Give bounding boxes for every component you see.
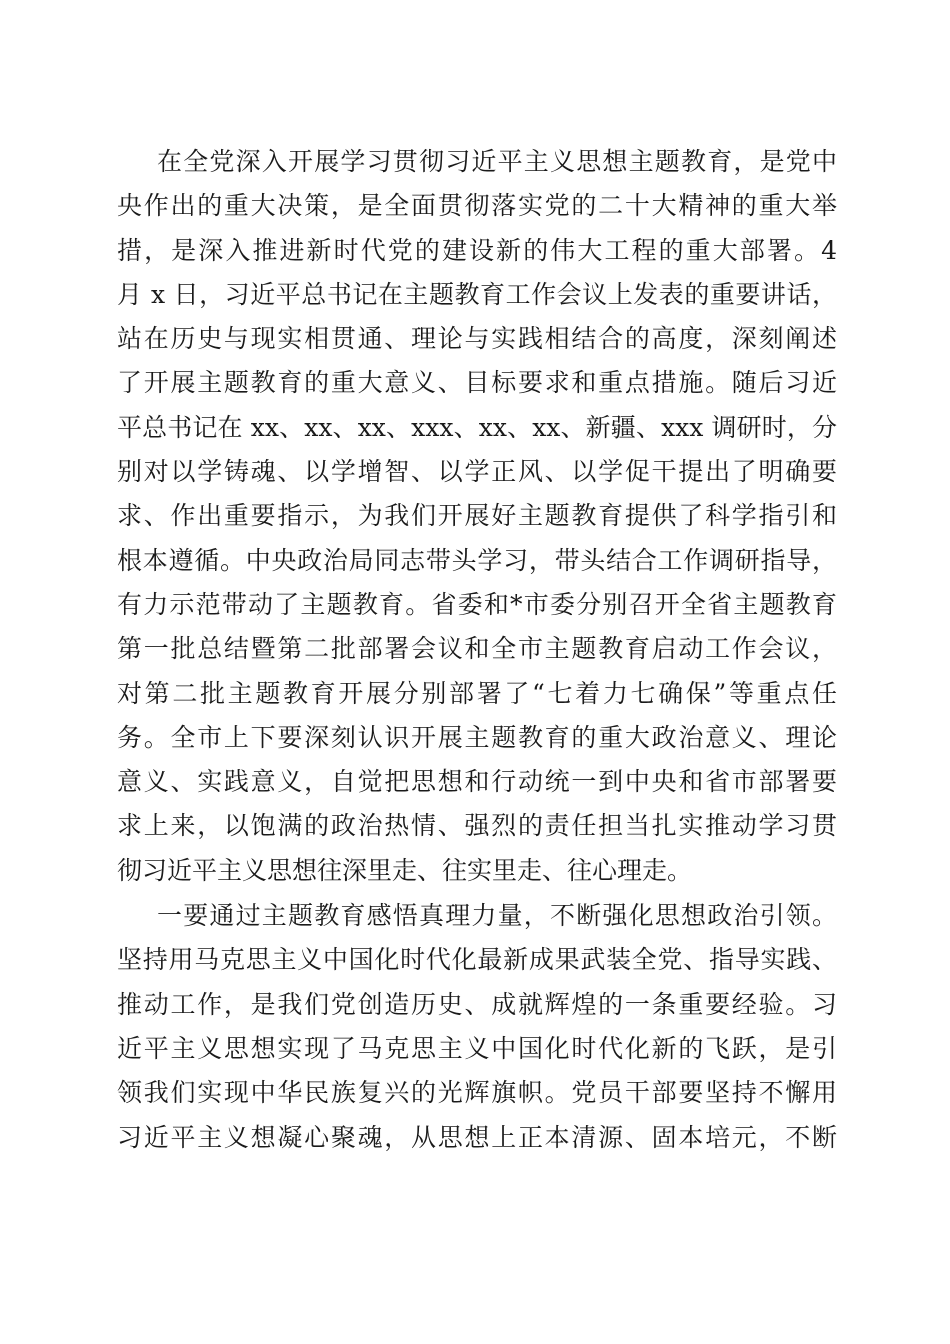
- paragraph-1: [117, 140, 837, 893]
- text-line: 坚持用马克思主义中国化时代化最新成果武装全党、指导实践、: [117, 945, 837, 975]
- text-line: 有力示范带动了主题教育。省委和*市委分别召开全省主题教育: [117, 589, 837, 619]
- text-line: 央作出的重大决策，是全面贯彻落实党的二十大精神的重大举: [117, 191, 837, 221]
- text-line: 求、作出重要指示，为我们开展好主题教育提供了科学指引和: [117, 501, 837, 531]
- text-line: 第一批总结暨第二批部署会议和全市主题教育启动工作会议，: [117, 634, 837, 664]
- text-line: 站在历史与现实相贯通、理论与实践相结合的高度，深刻阐述: [117, 324, 837, 354]
- document-body: [117, 140, 837, 1160]
- text-line: 近平主义思想实现了马克思主义中国化时代化新的飞跃，是引: [117, 1033, 837, 1063]
- text-line: 了开展主题教育的重大意义、目标要求和重点措施。随后习近: [117, 368, 837, 398]
- text-line: 推动工作，是我们党创造历史、成就辉煌的一条重要经验。习: [117, 989, 837, 1019]
- text-line: 措，是深入推进新时代党的建设新的伟大工程的重大部署。4: [117, 235, 837, 265]
- text-line: 在全党深入开展学习贯彻习近平主义思想主题教育，是党中: [157, 147, 837, 176]
- text-line: 求上来，以饱满的政治热情、强烈的责任担当扎实推动学习贯: [117, 811, 837, 841]
- text-line: 对第二批主题教育开展分别部署了“七着力七确保”等重点任: [117, 678, 837, 708]
- text-line: 意义、实践意义，自觉把思想和行动统一到中央和省市部署要: [117, 767, 837, 797]
- text-line: 平总书记在 xx、xx、xx、xxx、xx、xx、新疆、xxx 调研时，分: [117, 412, 837, 442]
- paragraph-2: [117, 894, 837, 1160]
- text-line: 根本遵循。中央政治局同志带头学习，带头结合工作调研指导，: [117, 545, 837, 575]
- text-line: 别对以学铸魂、以学增智、以学正风、以学促干提出了明确要: [117, 457, 837, 487]
- text-line: 领我们实现中华民族复兴的光辉旗帜。党员干部要坚持不懈用: [117, 1078, 837, 1108]
- text-line: 习近平主义想凝心聚魂，从思想上正本清源、固本培元，不断: [117, 1122, 837, 1152]
- text-line: 务。全市上下要深刻认识开展主题教育的重大政治意义、理论: [117, 722, 837, 752]
- text-line: 彻习近平主义思想往深里走、往实里走、往心理走。: [117, 855, 693, 885]
- text-line: 一要通过主题教育感悟真理力量，不断强化思想政治引领。: [157, 901, 837, 931]
- text-line: 月 x 日，习近平总书记在主题教育工作会议上发表的重要讲话，: [117, 279, 837, 309]
